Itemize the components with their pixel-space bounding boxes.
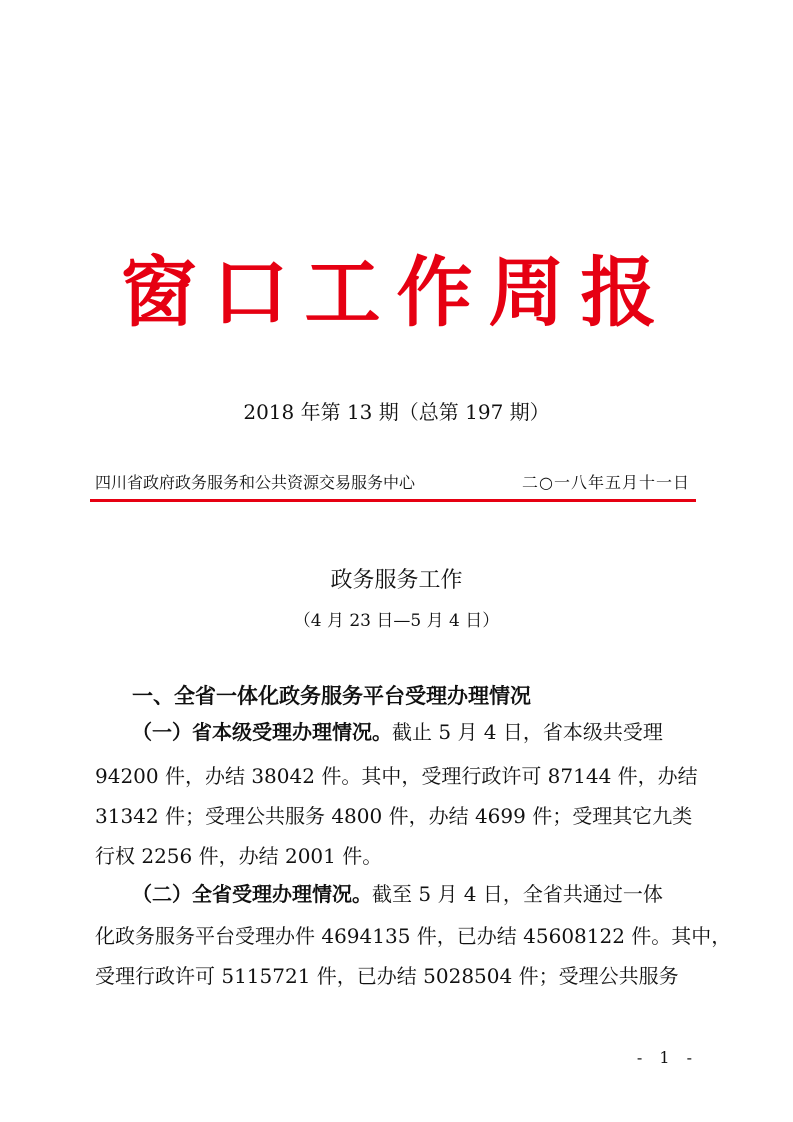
section-period: （4 月 23 日—5 月 4 日） xyxy=(293,611,500,631)
issuing-organization: 四川省政府政务服务和公共资源交易服务中心 xyxy=(95,473,416,492)
report-title: 窗口工作周报 xyxy=(120,248,673,337)
paragraph-line: 31342 件；受理公共服务 4800 件，办结 4699 件；受理其它九类 xyxy=(95,804,693,828)
paragraph-line xyxy=(132,884,663,904)
paragraph-text: 截至 5 月 4 日，全省共通过一体 xyxy=(372,882,663,906)
paragraph-line: 化政务服务平台受理办件 4694135 件，已办结 45608122 件。其中， xyxy=(95,924,732,948)
paragraph-lead: （二）全省受理办理情况。 xyxy=(132,882,372,906)
header-divider xyxy=(90,499,696,502)
paragraph-text: 截止 5 月 4 日，省本级共受理 xyxy=(392,720,663,744)
paragraph-line: 行权 2256 件，办结 2001 件。 xyxy=(95,844,383,868)
paragraph-line xyxy=(132,722,663,742)
page-number: - 1 - xyxy=(636,1048,698,1067)
paragraph-line: 94200 件，办结 38042 件。其中，受理行政许可 87144 件，办结 xyxy=(95,764,698,788)
paragraph-lead: （一）省本级受理办理情况。 xyxy=(132,720,392,744)
issue-number: 2018 年第 13 期（总第 197 期） xyxy=(243,400,550,424)
paragraph-line: 受理行政许可 5115721 件，已办结 5028504 件；受理公共服务 xyxy=(95,964,679,988)
issue-date: 二○一八年五月十一日 xyxy=(522,473,690,492)
section-title: 政务服务工作 xyxy=(330,568,463,593)
heading-one: 一、全省一体化政务服务平台受理办理情况 xyxy=(132,684,531,708)
